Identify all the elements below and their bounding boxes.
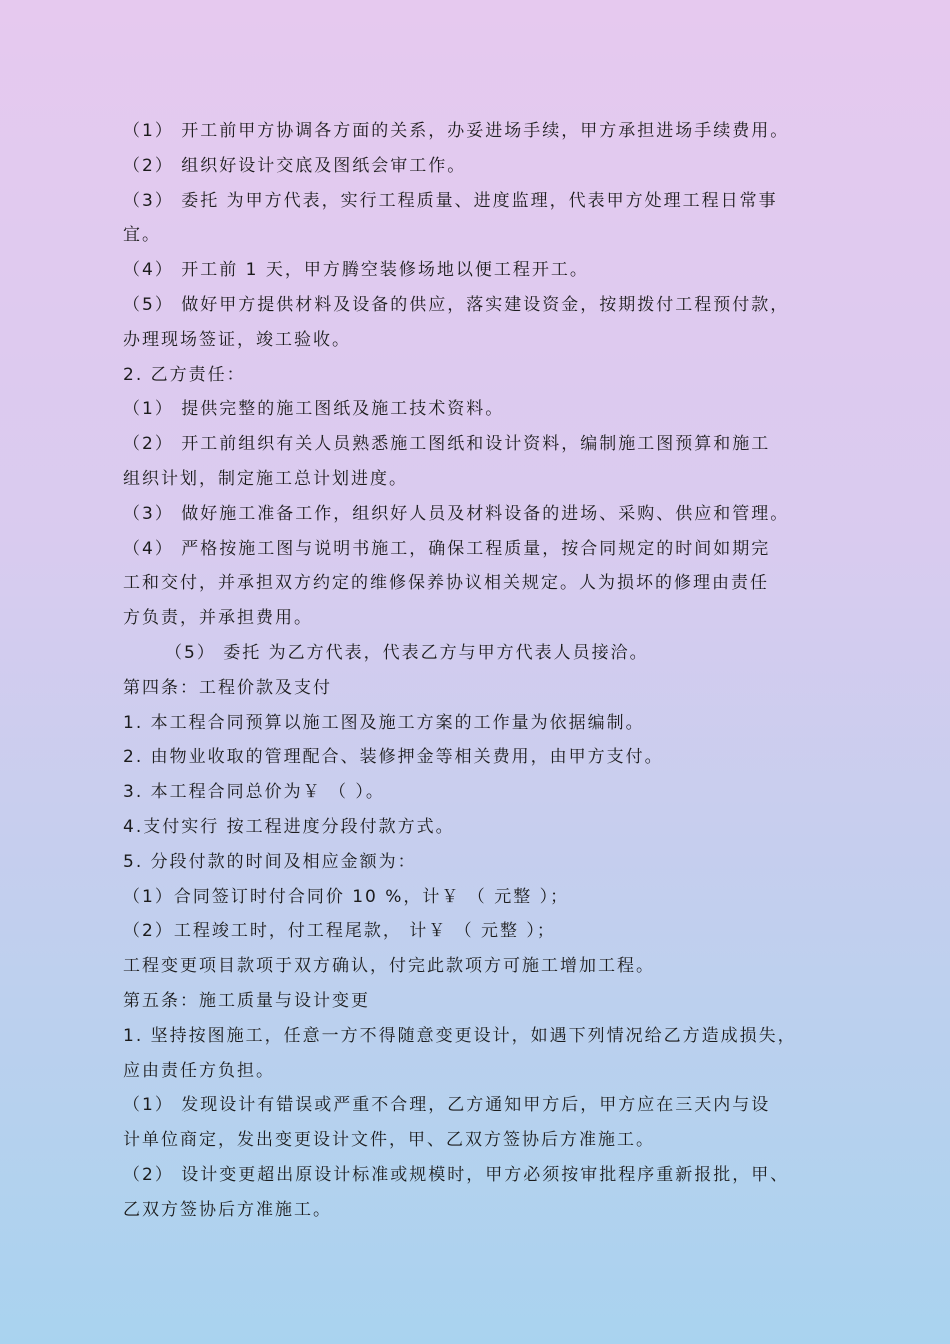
text-line: 3. 本工程合同总价为￥ （ ）。 [123, 782, 385, 803]
article-heading: 第五条：施工质量与设计变更 [123, 990, 370, 1011]
text-line: （4） 严格按施工图与说明书施工，确保工程质量，按合同规定的时间如期完 [123, 538, 771, 559]
text-line: 工和交付，并承担双方约定的维修保养协议相关规定。人为损坏的修理由责任 [123, 573, 769, 594]
contract-text [123, 114, 838, 1228]
text-line: （3） 做好施工准备工作，组织好人员及材料设备的进场、采购、供应和管理。 [123, 503, 790, 524]
text-line: 计单位商定，发出变更设计文件，甲、乙双方签协后方准施工。 [123, 1130, 655, 1151]
text-line: 乙双方签协后方准施工。 [123, 1199, 332, 1220]
section-heading: 2. 乙方责任： [123, 364, 246, 385]
article-heading: 第四条：工程价款及支付 [123, 677, 332, 698]
text-line: （3） 委托 为甲方代表，实行工程质量、进度监理，代表甲方处理工程日常事 [123, 190, 778, 211]
text-line: 应由责任方负担。 [123, 1060, 275, 1081]
text-line: （4） 开工前 1 天，甲方腾空装修场地以便工程开工。 [123, 260, 589, 281]
text-line: 4.支付实行 按工程进度分段付款方式。 [123, 816, 455, 837]
text-line: （2）工程竣工时，付工程尾款， 计￥ （ 元整 ）； [123, 921, 556, 942]
text-line: 5. 分段付款的时间及相应金额为： [123, 851, 417, 872]
text-line: （1）合同签订时付合同价 10 %，计￥ （ 元整 ）； [123, 886, 570, 907]
text-line: （2） 设计变更超出原设计标准或规模时，甲方必须按审批程序重新报批，甲、 [123, 1164, 790, 1185]
text-line: （1） 发现设计有错误或严重不合理，乙方通知甲方后，甲方应在三天内与设 [123, 1095, 771, 1116]
text-line: （2） 开工前组织有关人员熟悉施工图纸和设计资料，编制施工图预算和施工 [123, 434, 771, 455]
text-line: 方负责，并承担费用。 [123, 608, 313, 629]
text-line: （1） 提供完整的施工图纸及施工技术资料。 [123, 399, 505, 420]
text-line: 办理现场签证，竣工验收。 [123, 329, 351, 350]
text-line: （2） 组织好设计交底及图纸会审工作。 [123, 155, 467, 176]
text-line: （5） 委托 为乙方代表，代表乙方与甲方代表人员接洽。 [165, 642, 649, 663]
text-line: 组织计划，制定施工总计划进度。 [123, 468, 408, 489]
text-line: 工程变更项目款项于双方确认，付完此款项方可施工增加工程。 [123, 956, 655, 977]
text-line: 1. 本工程合同预算以施工图及施工方案的工作量为依据编制。 [123, 712, 645, 733]
text-line: （5） 做好甲方提供材料及设备的供应，落实建设资金，按期拨付工程预付款， [123, 294, 790, 315]
text-line: 1. 坚持按图施工，任意一方不得随意变更设计，如遇下列情况给乙方造成损失， [123, 1025, 797, 1046]
text-line: （1） 开工前甲方协调各方面的关系，办妥进场手续，甲方承担进场手续费用。 [123, 121, 790, 141]
text-line: 2. 由物业收取的管理配合、装修押金等相关费用，由甲方支付。 [123, 747, 664, 768]
text-line: 宜。 [123, 225, 161, 246]
